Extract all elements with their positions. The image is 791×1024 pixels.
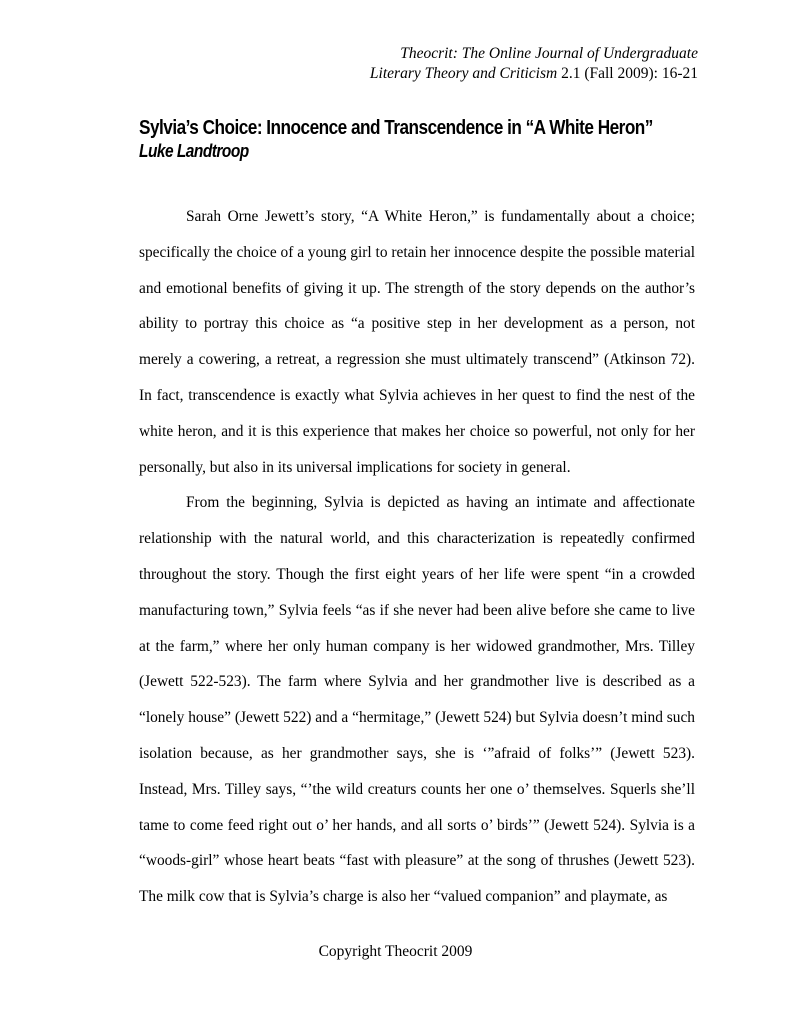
journal-name-line: Theocrit: The Online Journal of Undergraduate: [400, 45, 698, 62]
copyright-footer: Copyright Theocrit 2009: [318, 943, 473, 960]
article-body: [139, 199, 695, 915]
journal-citation-header: [370, 44, 698, 84]
body-paragraph: Sarah Orne Jewett’s story, “A White Heron,” is fundamentally about a choice; specifically the choice of a young girl to retain her innocence despite the possible material and emotional benefits of giving it up. The strength of the story depends on the author’s ability to portray this choice as “a positive step in her development as a person, not merely a cowering, a retreat, a regression she must ultimately transcend” (Atkinson 72). In fact, transcendence is exactly what Sylvia achieves in her quest to find the nest of the white heron, and it is this experience that makes her choice so powerful, not only for her personally, but also in its universal implications for society in general.: [139, 208, 695, 476]
journal-issue-line: [370, 64, 698, 84]
journal-name-continued: Literary Theory and Criticism: [369, 65, 558, 82]
body-paragraph: From the beginning, Sylvia is depicted as having an intimate and affectionate relationship with the natural world, and this characterization is repeatedly confirmed throughout the story. Though the first eight years of her life were spent “in a crowded manufacturing town,” Sylvia feels “as if she never had been alive before she came to live at the farm,” where her only human company is her widowed grandmother, Mrs. Tilley (Jewett 522-523). The farm where Sylvia and her grandmother live is described as a “lonely house” (Jewett 522) and a “hermitage,” (Jewett 524) but Sylvia doesn’t mind such isolation because, as her grandmother says, she is ‘”afraid of folks’” (Jewett 523). Instead, Mrs. Tilley says, “’the wild creaturs counts her one o’ themselves. Squerls she’ll tame to come feed right out o’ her hands, and all sorts o’ birds’” (Jewett 524). Sylvia is a “woods-girl” whose heart beats “fast with pleasure” at the song of thrushes (Jewett 523). The milk cow that is Sylvia’s charge is also her “valued companion” and playmate, as: [139, 494, 695, 906]
issue-info: 2.1 (Fall 2009): 16-21: [557, 65, 698, 82]
article-author: Luke Landtroop: [139, 141, 249, 161]
title-block: [139, 116, 699, 162]
article-title: Sylvia’s Choice: Innocence and Transcendence in “A White Heron”: [139, 117, 653, 139]
